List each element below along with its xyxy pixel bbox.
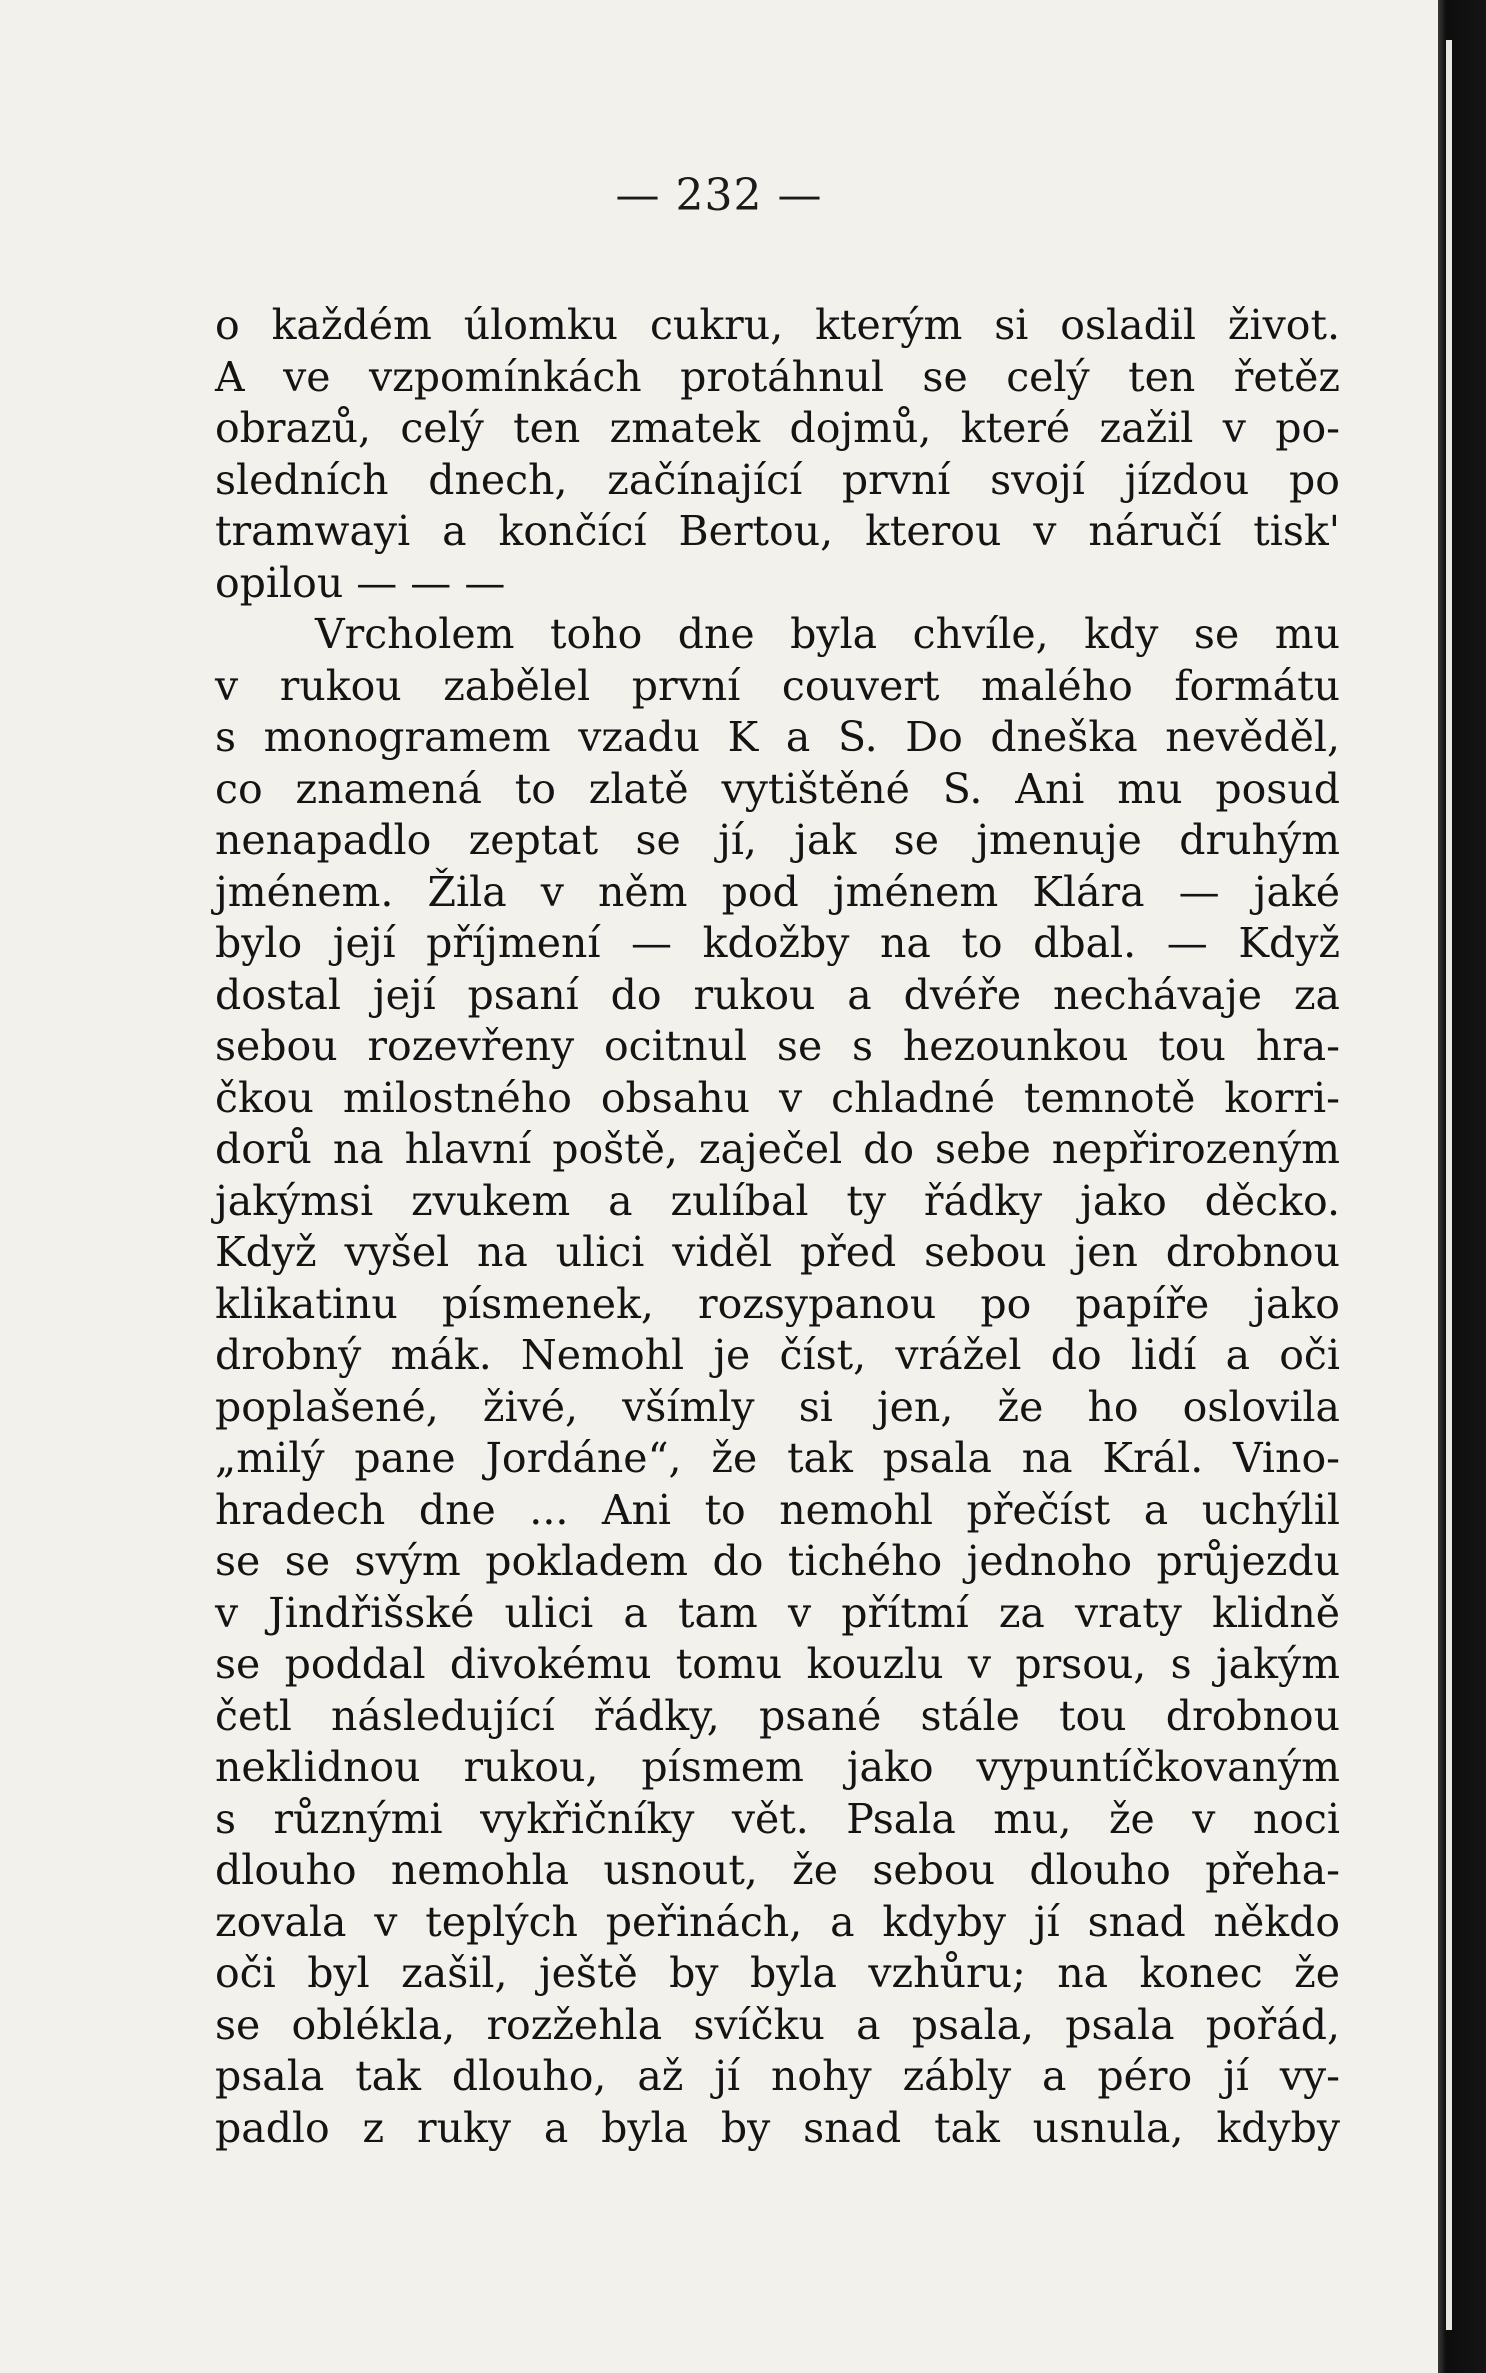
text-line: neklidnou rukou, písmem jako vypuntíčkovaným: [215, 1743, 1340, 1791]
text-line: s monogramem vzadu K a S. Do dneška nevěděl,: [215, 713, 1340, 761]
text-line: hradech dne ... Ani to nemohl přečíst a uchýlil: [215, 1485, 1340, 1534]
text-line: v Jindřišské ulici a tam v přítmí za vraty klidně: [215, 1588, 1340, 1637]
text-line: Vrcholem toho dne byla chvíle, kdy se mu: [315, 610, 1340, 658]
text-line: o každém úlomku cukru, kterým si osladil život.: [215, 301, 1340, 349]
text-line: se oblékla, rozžehla svíčku a psala, psala pořád,: [215, 2000, 1340, 2049]
body-text: [215, 300, 1340, 2154]
text-line: psala tak dlouho, až jí nohy zábly a péro jí vy-: [215, 2052, 1340, 2100]
text-line: v rukou zabělel první couvert malého formátu: [215, 661, 1340, 710]
text-line: poplašené, živé, všímly si jen, že ho oslovila: [215, 1382, 1340, 1431]
text-line: opilou — — —: [215, 558, 506, 607]
text-line: Když vyšel na ulici viděl před sebou jen drobnou: [215, 1228, 1340, 1276]
text-line: jakýmsi zvukem a zulíbal ty řádky jako děcko.: [215, 1176, 1340, 1225]
text-line: čkou milostného obsahu v chladné temnotě korri-: [215, 1073, 1340, 1122]
text-line: se se svým pokladem do tichého jednoho průjezdu: [215, 1537, 1340, 1585]
text-line: klikatinu písmenek, rozsypanou po papíře jako: [215, 1279, 1340, 1328]
text-line: nenapadlo zeptat se jí, jak se jmenuje druhým: [215, 816, 1340, 864]
text-line: oči byl zašil, ještě by byla vzhůru; na konec že: [215, 1949, 1340, 1997]
page-number: — 232 —: [615, 170, 823, 221]
text-line: bylo její příjmení — kdožby na to dbal. — Když: [215, 919, 1340, 967]
text-line: co znamená to zlatě vytištěné S. Ani mu posud: [215, 764, 1340, 813]
text-line: dostal její psaní do rukou a dvéře nechávaje za: [215, 970, 1340, 1019]
text-line: jménem. Žila v něm pod jménem Klára — jaké: [215, 867, 1340, 916]
text-line: padlo z ruky a byla by snad tak usnula, kdyby: [215, 2103, 1340, 2152]
text-line: zovala v teplých peřinách, a kdyby jí snad někdo: [215, 1897, 1340, 1946]
text-line: dorů na hlavní poště, zaječel do sebe nepřirozeným: [215, 1125, 1340, 1173]
text-line: tramwayi a končící Bertou, kterou v náručí tisk': [215, 507, 1340, 555]
text-line: „milý pane Jordáne“, že tak psala na Král. Vino-: [215, 1434, 1340, 1482]
text-line: sebou rozevřeny ocitnul se s hezounkou tou hra-: [215, 1022, 1340, 1070]
text-line: dlouho nemohla usnout, že sebou dlouho přeha-: [215, 1846, 1340, 1894]
text-line: obrazů, celý ten zmatek dojmů, které zažil v po-: [215, 404, 1340, 452]
text-line: sledních dnech, začínající první svojí jízdou po: [215, 455, 1340, 504]
text-line: drobný mák. Nemohl je číst, vrážel do lidí a oči: [215, 1331, 1340, 1379]
text-line: se poddal divokému tomu kouzlu v prsou, s jakým: [215, 1640, 1340, 1688]
text-line: četl následující řádky, psané stále tou drobnou: [215, 1691, 1340, 1740]
page-edge-strip: [1446, 40, 1452, 2330]
text-line: A ve vzpomínkách protáhnul se celý ten řetěz: [215, 352, 1340, 401]
text-line: s různými vykřičníky vět. Psala mu, že v noci: [215, 1794, 1340, 1843]
